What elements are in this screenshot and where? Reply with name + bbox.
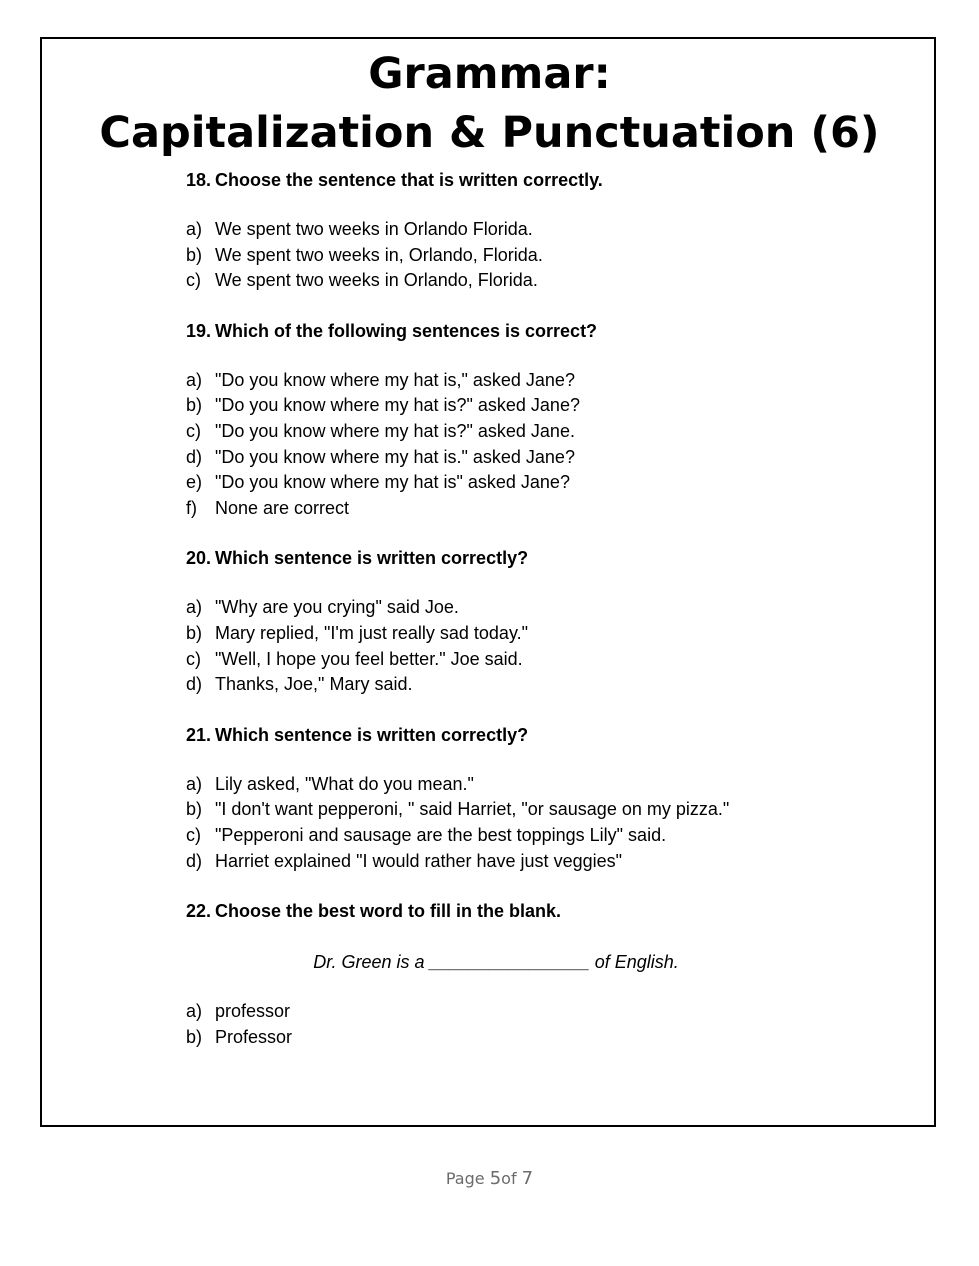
- answer-option: [186, 243, 886, 269]
- option-text: "Do you know where my hat is" asked Jane?: [215, 472, 570, 493]
- option-letter: c): [186, 648, 201, 669]
- answer-options-22: [186, 999, 886, 1050]
- option-letter: c): [186, 824, 201, 845]
- answer-option: [186, 772, 886, 798]
- option-text: "Why are you crying" said Joe.: [215, 597, 459, 618]
- page-word: Page: [445, 1169, 485, 1188]
- option-letter: a): [186, 597, 203, 618]
- option-letter: f): [186, 497, 197, 518]
- answer-option: [186, 368, 886, 394]
- option-text: Professor: [215, 1026, 293, 1047]
- question-22: [186, 897, 886, 925]
- question-number: 20.: [186, 548, 212, 569]
- current-page-number: 5: [489, 1168, 502, 1189]
- option-letter: d): [186, 850, 203, 871]
- answer-option: [186, 268, 886, 294]
- option-text: Harriet explained "I would rather have just veggies": [215, 850, 622, 871]
- option-letter: a): [186, 219, 203, 239]
- question-number: 22.: [186, 901, 212, 922]
- question-20: [186, 544, 886, 572]
- question-number: 21.: [186, 724, 212, 745]
- option-text: "Do you know where my hat is," asked Jane?: [215, 369, 575, 390]
- question-number: 19.: [186, 320, 212, 341]
- answer-option: [186, 797, 886, 823]
- answer-option: [186, 849, 886, 875]
- fill-in-blank-sentence: Dr. Green is a ________________ of English.: [313, 952, 679, 973]
- answer-options-20: [186, 595, 886, 697]
- total-pages-number: 7: [521, 1168, 534, 1189]
- option-text: "Do you know where my hat is?" asked Jane?: [215, 395, 580, 416]
- answer-option: [186, 621, 886, 647]
- question-19: [186, 317, 886, 345]
- answer-option: [186, 595, 886, 621]
- option-text: "Do you know where my hat is." asked Jane?: [215, 446, 575, 467]
- question-prompt: Which sentence is written correctly?: [215, 548, 529, 569]
- option-text: "I don't want pepperoni, " said Harriet, "or sausage on my pizza.": [215, 799, 730, 820]
- answer-option: [186, 647, 886, 673]
- answer-option: [186, 419, 886, 445]
- option-text: We spent two weeks in, Orlando, Florida.: [215, 244, 543, 265]
- answer-option: [186, 999, 886, 1025]
- option-text: We spent two weeks in Orlando Florida.: [215, 219, 533, 239]
- option-letter: b): [186, 244, 203, 265]
- option-text: professor: [215, 1001, 291, 1022]
- question-prompt: Which of the following sentences is correct?: [215, 320, 598, 341]
- answer-option: [186, 217, 886, 243]
- answer-option: [186, 445, 886, 471]
- question-number: 18.: [186, 170, 212, 190]
- answer-option: [186, 823, 886, 849]
- question-21: [186, 721, 886, 749]
- answer-option: [186, 393, 886, 419]
- answer-options-18: [186, 217, 886, 294]
- page-title-line2: Capitalization & Punctuation (6): [99, 108, 880, 158]
- option-letter: c): [186, 270, 201, 291]
- option-text: None are correct: [215, 497, 350, 518]
- option-letter: b): [186, 395, 203, 416]
- questions-area: [186, 166, 886, 1050]
- option-letter: b): [186, 622, 203, 643]
- question-18: [186, 166, 886, 194]
- option-letter: e): [186, 472, 203, 493]
- option-text: Thanks, Joe," Mary said.: [215, 674, 413, 695]
- page-footer: [0, 1168, 979, 1189]
- option-text: "Do you know where my hat is?" asked Jane.: [215, 420, 575, 441]
- option-text: Mary replied, "I'm just really sad today.": [215, 622, 528, 643]
- option-letter: a): [186, 369, 203, 390]
- option-letter: b): [186, 799, 203, 820]
- question-prompt: Choose the best word to fill in the blank.: [215, 901, 562, 922]
- answer-option: [186, 470, 886, 496]
- question-prompt: Which sentence is written correctly?: [215, 724, 529, 745]
- option-text: "Well, I hope you feel better." Joe said.: [215, 648, 523, 669]
- option-text: "Pepperoni and sausage are the best toppings Lily" said.: [215, 824, 667, 845]
- answer-option: [186, 672, 886, 698]
- answer-option: [186, 1025, 886, 1051]
- question-prompt: Choose the sentence that is written correctly.: [215, 170, 603, 190]
- option-letter: c): [186, 420, 201, 441]
- option-letter: a): [186, 1001, 203, 1022]
- option-letter: a): [186, 773, 203, 794]
- of-word: of: [501, 1169, 517, 1188]
- answer-options-19: [186, 368, 886, 522]
- option-letter: d): [186, 674, 203, 695]
- option-text: We spent two weeks in Orlando, Florida.: [215, 270, 538, 291]
- option-letter: d): [186, 446, 203, 467]
- option-text: Lily asked, "What do you mean.": [215, 773, 474, 794]
- answer-option: [186, 496, 886, 522]
- option-letter: b): [186, 1026, 203, 1047]
- page-title-line1: Grammar:: [368, 49, 611, 99]
- answer-options-21: [186, 772, 886, 874]
